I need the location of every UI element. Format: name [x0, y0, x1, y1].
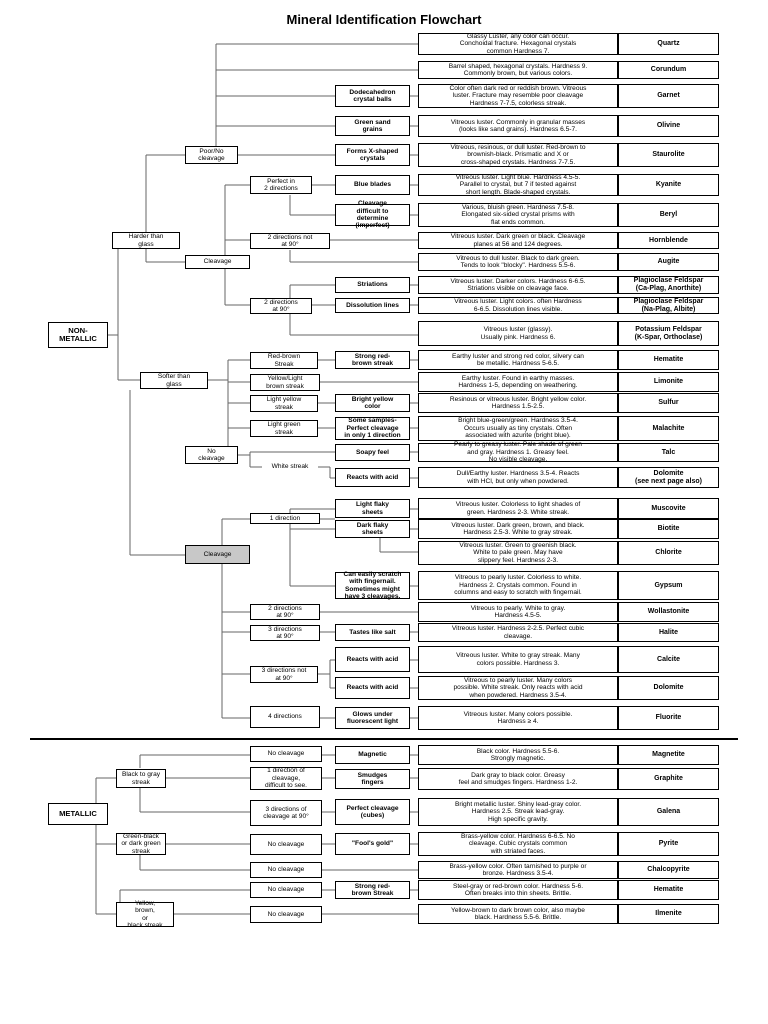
mineral-quartz: Quartz — [618, 33, 719, 55]
mineral-hornblende: Hornblende — [618, 232, 719, 249]
cond-hematite: No cleavage — [250, 882, 322, 898]
description-dolomite1: Dull/Earthy luster. Hardness 3.5-4. Reacts with HCl, but only when powdered. — [418, 467, 618, 488]
green-black-streak: Green-black or dark green streak — [116, 833, 166, 855]
soft-cleavage: Cleavage — [185, 545, 250, 564]
mineral-muscovite: Muscovite — [618, 498, 719, 519]
mineral-staurolite: Staurolite — [618, 143, 719, 167]
cond-magnetite: No cleavage — [250, 746, 322, 762]
description-wollastonite: Vitreous to pearly. White to gray. Hardness 4.5-5. — [418, 602, 618, 622]
description-gypsum: Vitreous to pearly luster. Colorless to white. Hardness 2. Crystals common. Found in columns and easy to scratch with fingernail. — [418, 571, 618, 600]
yellow-brown-black-streak: Yellow, brown, or black streak — [116, 902, 174, 927]
cond-4-directions: 4 directions — [250, 706, 320, 728]
property-hematite1: Strong red- brown streak — [335, 351, 410, 369]
description-chalcopyrite: Brass-yellow color. Often tarnished to purple or bronze. Hardness 3.5-4. — [418, 861, 618, 879]
description-galena: Bright metallic luster. Shiny lead-gray color. Hardness 2.5. Streak lead-gray. High specific gravity. — [418, 798, 618, 826]
cond-2-directions-90: 2 directions at 90° — [250, 298, 312, 314]
mineral-kyanite: Kyanite — [618, 174, 719, 196]
description-kyanite: Vitreous luster. Light blue. Hardness 4.5-5. Parallel to crystal, but 7 if tested against short length. Blade-shaped crystals. — [418, 174, 618, 196]
cond-2-directions-90-soft: 2 directions at 90° — [250, 604, 320, 620]
cond-2-directions-not-90: 2 directions not at 90° — [250, 233, 330, 249]
description-quartz: Glassy Luster, any color can occur. Conchoidal fracture. Hexagonal crystals common Hardness 7. — [418, 33, 618, 55]
mineral-garnet: Garnet — [618, 84, 719, 108]
soft-no-cleavage: No cleavage — [185, 446, 238, 464]
property-staurolite: Forms X-shaped crystals — [335, 144, 410, 166]
description-ilmenite: Yellow-brown to dark brown color, also maybe black. Hardness 5.5-6. Brittle. — [418, 904, 618, 924]
description-sulfur: Resinous or vitreous luster. Bright yellow color. Hardness 1.5-2.5. — [418, 393, 618, 413]
property-kyanite: Blue blades — [335, 175, 410, 195]
property-muscovite: Light flaky sheets — [335, 499, 410, 518]
mineral-wollastonite: Wollastonite — [618, 602, 719, 622]
mineral-dolomite2: Dolomite — [618, 676, 719, 700]
page-title: Mineral Identification Flowchart — [286, 12, 482, 27]
mineral-hematite1: Hematite — [618, 350, 719, 370]
cond-perfect-2-directions: Perfect in 2 directions — [250, 176, 312, 194]
property-halite: Tastes like salt — [335, 624, 410, 641]
description-plagca: Vitreous luster. Darker colors. Hardness 6-6.5. Striations visible on cleavage face. — [418, 276, 618, 294]
mineral-ilmenite: Ilmenite — [618, 904, 719, 924]
description-magnetite: Black color. Hardness 5.5-6. Strongly magnetic. — [418, 745, 618, 765]
property-plagca: Striations — [335, 277, 410, 293]
mineral-magnetite: Magnetite — [618, 745, 719, 765]
description-plagna: Vitreous luster. Light colors. often Hardness 6-6.5. Dissolution lines visible. — [418, 297, 618, 314]
description-hematite2: Steel-gray or red-brown color. Hardness 5-6. Often breaks into thin sheets. Brittle. — [418, 880, 618, 900]
description-beryl: Various, bluish green. Hardness 7.5-8. Elongated six-sided crystal prisms with flat ends common. — [418, 203, 618, 227]
description-talc: Pearly to greasy luster. Pale shade of green and gray. Hardness 1. Greasy feel. No visible cleavage. — [418, 443, 618, 462]
description-muscovite: Vitreous luster. Colorless to light shades of green. Hardness 2-3. White streak. — [418, 498, 618, 519]
description-biotite: Vitreous luster. Dark green, brown, and black. Hardness 2.5-3. White to gray streak. — [418, 519, 618, 539]
property-malachite: Some samples- Perfect cleavage in only 1 direction — [335, 417, 410, 440]
description-olivine: Vitreous luster. Commonly in granular masses (looks like sand grains). Hardness 6.5-7. — [418, 115, 618, 137]
property-biotite: Dark flaky sheets — [335, 520, 410, 538]
mineral-chalcopyrite: Chalcopyrite — [618, 861, 719, 879]
cond-3-directions-90: 3 directions at 90° — [250, 625, 320, 641]
hard-cleavage: Cleavage — [185, 255, 250, 269]
property-gypsum: Can easily scratch with fingernail. Sometimes might have 3 cleavages. — [335, 572, 410, 599]
cond-ilmenite: No cleavage — [250, 906, 322, 923]
cond-light-yellow-streak: Light yellow streak — [250, 395, 318, 412]
property-beryl: Cleavage difficult to determine (imperfect) — [335, 204, 410, 226]
harder-than-glass: Harder than glass — [112, 232, 180, 249]
mineral-fluorite: Fluorite — [618, 706, 719, 730]
description-limonite: Earthy luster. Found in earthy masses. Hardness 1-5, depending on weathering. — [418, 372, 618, 392]
description-hematite1: Earthy luster and strong red color, silvery can be metallic. Hardness 5-6.5. — [418, 350, 618, 370]
property-graphite: Smudges fingers — [335, 769, 410, 789]
description-corundum: Barrel shaped, hexagonal crystals. Hardness 9. Commonly brown, but various colors. — [418, 61, 618, 79]
mineral-plagca: Plagioclase Feldspar (Ca-Plag, Anorthite) — [618, 276, 719, 294]
mineral-chlorite: Chlorite — [618, 541, 719, 565]
property-dolomite1: Reacts with acid — [335, 468, 410, 487]
mineral-calcite: Calcite — [618, 646, 719, 673]
cond-red-brown-streak: Red-brown Streak — [250, 352, 318, 369]
mineral-hematite2: Hematite — [618, 880, 719, 900]
mineral-pyrite: Pyrite — [618, 832, 719, 856]
description-graphite: Dark gray to black color. Greasy feel and smudges fingers. Hardness 1-2. — [418, 768, 618, 790]
description-garnet: Color often dark red or reddish brown. Vitreous luster. Fracture may resemble poor cleavage Hardness 7-7.5, colorless streak. — [418, 84, 618, 108]
cond-galena: 3 directions of cleavage at 90° — [250, 800, 322, 826]
property-garnet: Dodecahedron crystal balls — [335, 85, 410, 107]
property-hematite2: Strong red- brown Streak — [335, 881, 410, 899]
description-kspar: Vitreous luster (glassy). Usually pink. Hardness 6. — [418, 321, 618, 346]
mineral-olivine: Olivine — [618, 115, 719, 137]
mineral-corundum: Corundum — [618, 61, 719, 79]
description-malachite: Bright blue-green/green. Hardness 3.5-4. Occurs usually as tiny crystals. Often associated with azurite (bright blue). — [418, 416, 618, 441]
black-gray-streak: Black to gray streak — [116, 769, 166, 788]
cond-pyrite: No cleavage — [250, 834, 322, 855]
mineral-graphite: Graphite — [618, 768, 719, 790]
cond-chalcopyrite: No cleavage — [250, 862, 322, 878]
mineral-dolomite1: Dolomite (see next page also) — [618, 467, 719, 488]
cond-yellow-streak: Yellow/Light brown streak — [250, 374, 320, 391]
description-calcite: Vitreous luster. White to gray streak. Many colors possible. Hardness 3. — [418, 646, 618, 673]
mineral-limonite: Limonite — [618, 372, 719, 392]
mineral-galena: Galena — [618, 798, 719, 826]
mineral-halite: Halite — [618, 623, 719, 642]
description-pyrite: Brass-yellow color. Hardness 6-6.5. No cleavage. Cubic crystals common with striated faces. — [418, 832, 618, 856]
mineral-malachite: Malachite — [618, 416, 719, 441]
cond-white-streak: White streak — [262, 462, 318, 472]
cond-3-directions-not-90: 3 directions not at 90° — [250, 666, 318, 683]
property-olivine: Green sand grains — [335, 116, 410, 136]
property-fluorite: Glows under fluorescent light — [335, 707, 410, 729]
mineral-plagna: Plagioclase Feldspar (Na-Plag, Albite) — [618, 297, 719, 314]
property-dolomite2: Reacts with acid — [335, 677, 410, 699]
metallic-root: METALLIC — [48, 803, 108, 825]
property-magnetite: Magnetic — [335, 746, 410, 764]
property-calcite: Reacts with acid — [335, 647, 410, 672]
property-galena: Perfect cleavage (cubes) — [335, 799, 410, 825]
description-hornblende: Vitreous luster. Dark green or black. Cleavage planes at 56 and 124 degrees. — [418, 232, 618, 249]
property-pyrite: "Fool's gold" — [335, 833, 410, 855]
mineral-gypsum: Gypsum — [618, 571, 719, 600]
mineral-sulfur: Sulfur — [618, 393, 719, 413]
cond-1-direction: 1 direction — [250, 513, 320, 524]
description-dolomite2: Vitreous to pearly luster. Many colors possible. White streak. Only reacts with acid when powdered. Hardness 3.5-4. — [418, 676, 618, 700]
mineral-talc: Talc — [618, 443, 719, 462]
cond-graphite: 1 direction of cleavage, difficult to see. — [250, 767, 322, 790]
softer-than-glass: Softer than glass — [140, 372, 208, 389]
description-fluorite: Vitreous luster. Many colors possible. Hardness ≥ 4. — [418, 706, 618, 730]
description-halite: Vitreous luster. Hardness 2-2.5. Perfect cubic cleavage. — [418, 623, 618, 642]
property-plagna: Dissolution lines — [335, 298, 410, 313]
mineral-biotite: Biotite — [618, 519, 719, 539]
cond-light-green-streak: Light green streak — [250, 420, 318, 437]
description-chlorite: Vitreous luster. Green to greenish black. White to pale green. May have slippery feel. Hardness 2-3. — [418, 541, 618, 565]
property-sulfur: Bright yellow color — [335, 394, 410, 412]
description-staurolite: Vitreous, resinous, or dull luster. Red-brown to brownish-black. Prismatic and X or cross-shaped crystals. Hardness 7-7.5. — [418, 143, 618, 167]
mineral-kspar: Potassium Feldspar (K-Spar, Orthoclase) — [618, 321, 719, 346]
nonmetallic-root: NON- METALLIC — [48, 322, 108, 348]
mineral-augite: Augite — [618, 253, 719, 271]
mineral-beryl: Beryl — [618, 203, 719, 227]
poor-no-cleavage: Poor/No cleavage — [185, 146, 238, 164]
description-augite: Vitreous to dull luster. Black to dark green. Tends to look "blocky". Hardness 5.5-6. — [418, 253, 618, 271]
property-talc: Soapy feel — [335, 444, 410, 461]
